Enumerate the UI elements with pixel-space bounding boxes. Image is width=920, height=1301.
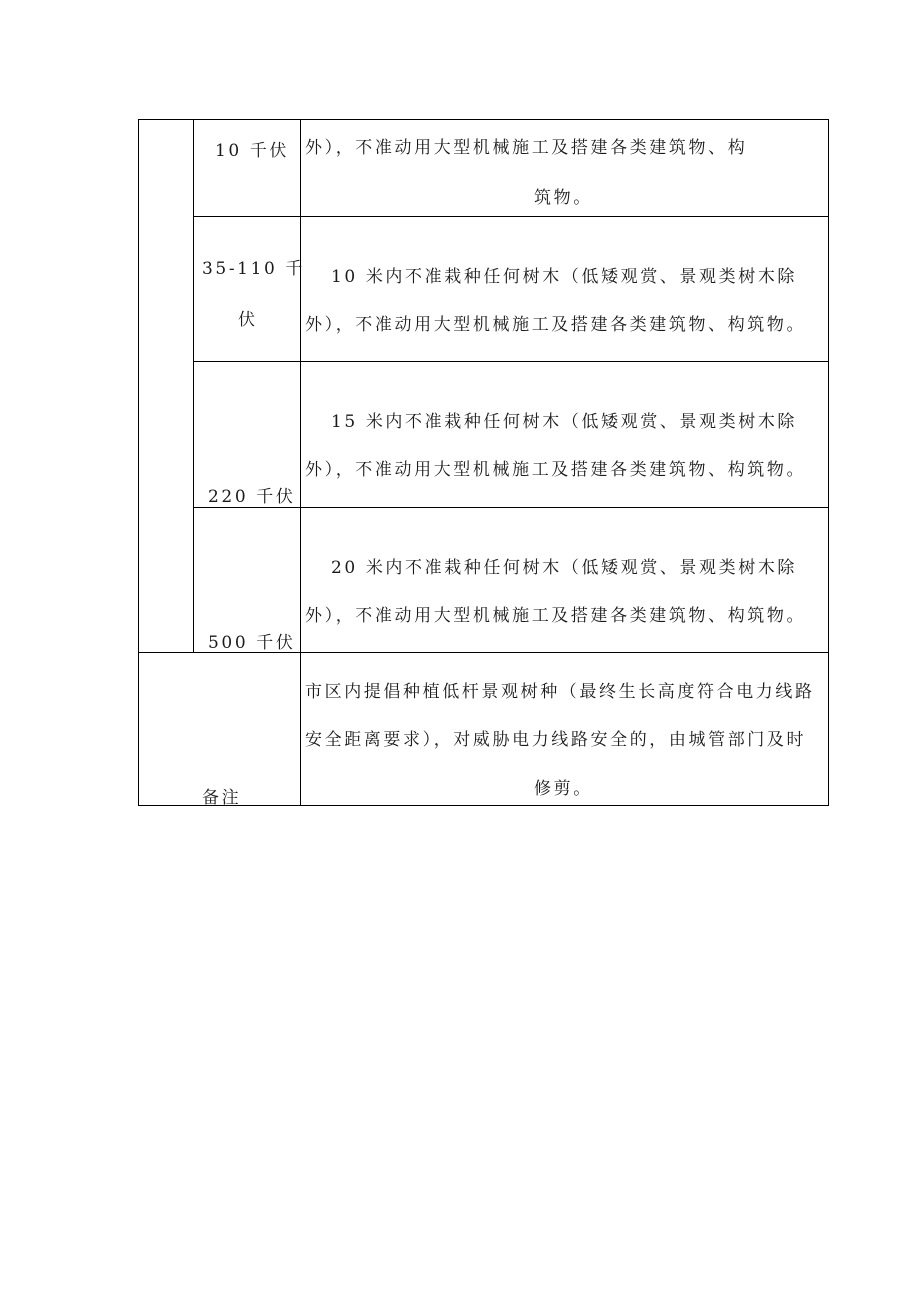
description-line: 外），不准动用大型机械施工及搭建各类建筑物、构 (305, 138, 748, 158)
table-row (139, 217, 829, 362)
clearance-table (138, 119, 829, 806)
merged-category-cell (139, 120, 194, 653)
table-row (139, 507, 829, 652)
description-line: 外），不准动用大型机械施工及搭建各类建筑物、构筑物。 (305, 315, 807, 336)
note-content-cell (301, 652, 829, 805)
description-line: 外），不准动用大型机械施工及搭建各类建筑物、构筑物。 (305, 460, 807, 481)
description-line: 筑物。 (534, 188, 593, 208)
voltage-label: 10 千伏 (215, 141, 290, 161)
voltage-label: 500 千伏 (208, 632, 296, 653)
description-line: 外），不准动用大型机械施工及搭建各类建筑物、构筑物。 (305, 605, 807, 626)
description-line: 20 米内不准栽种任何树木（低矮观赏、景观类树木除 (331, 557, 798, 578)
note-line: 安全距离要求），对威胁电力线路安全的，由城管部门及时 (305, 729, 807, 750)
description-cell (301, 120, 829, 217)
description-cell (301, 217, 829, 362)
voltage-label: 伏 (238, 310, 258, 331)
table-row (139, 362, 829, 507)
note-label: 备注 (202, 787, 242, 808)
voltage-label: 220 千伏 (208, 487, 296, 508)
note-line: 市区内提倡种植低杆景观树种（最终生长高度符合电力线路 (305, 681, 815, 702)
voltage-cell (194, 362, 301, 507)
description-line: 15 米内不准栽种任何树木（低矮观赏、景观类树木除 (331, 412, 798, 433)
voltage-cell (194, 120, 301, 217)
description-line: 10 米内不准栽种任何树木（低矮观赏、景观类树木除 (331, 267, 798, 288)
voltage-cell (194, 217, 306, 362)
table-row (139, 120, 829, 217)
voltage-cell (194, 507, 301, 652)
note-line: 修剪。 (534, 778, 593, 799)
description-cell (301, 507, 829, 652)
voltage-label: 35-110 千 (202, 259, 306, 280)
description-cell (301, 362, 829, 507)
table-row (139, 652, 829, 805)
note-label-cell (139, 652, 301, 808)
